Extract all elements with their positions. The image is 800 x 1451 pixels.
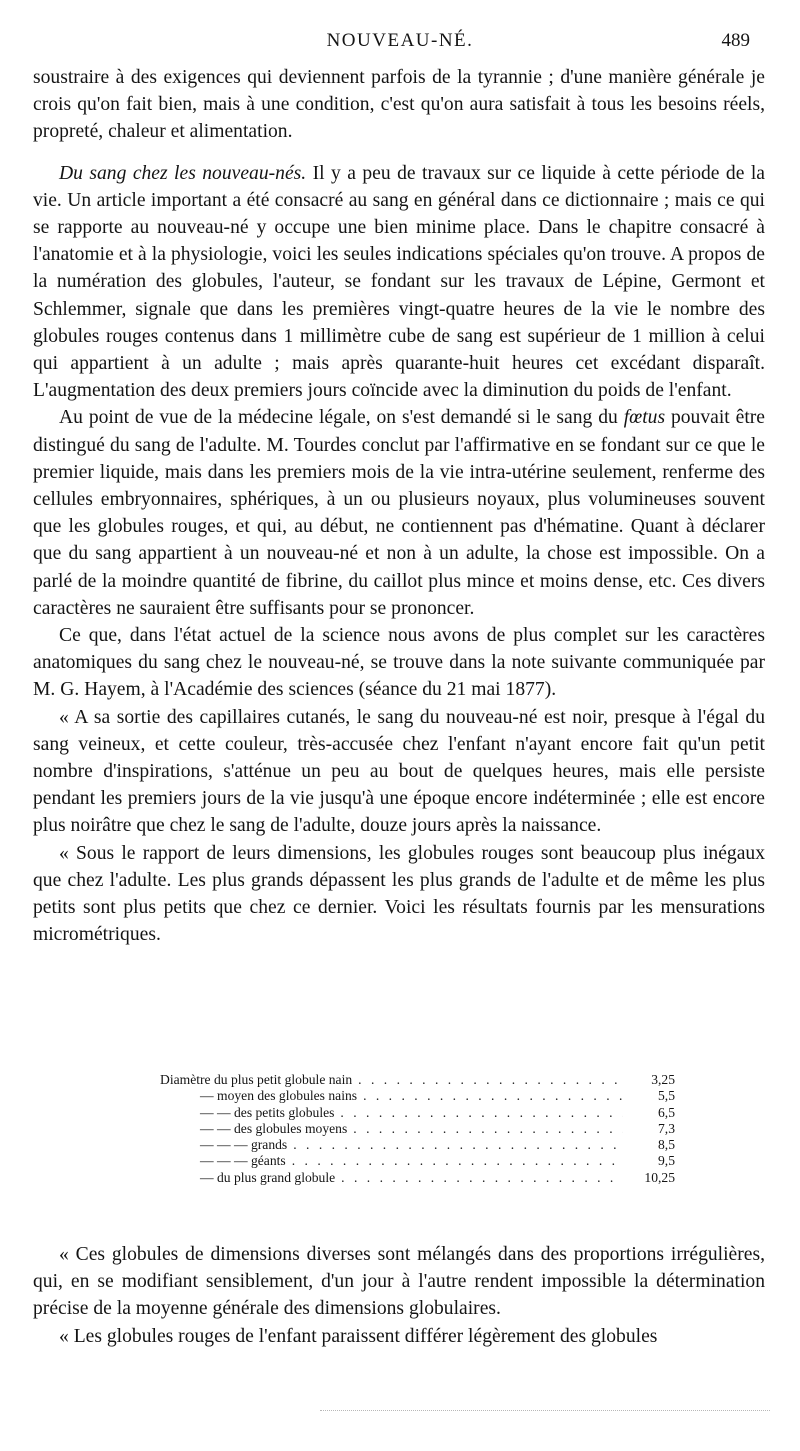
paragraph: Ce que, dans l'état actuel de la science nous avons de plus complet sur les caractères anatomiques du sang chez le nouveau-né, se trouve dans la note suivante communiquée par M. G. Hayem, à l'Académie des sciences (séance du 21 mai 1877). [33,625,765,701]
running-title: NOUVEAU-NÉ. [326,30,474,51]
leader-dots [358,1072,623,1088]
measurement-row [160,1105,675,1121]
leader-dots [340,1105,623,1121]
leader-dots [353,1121,623,1137]
measurement-row [160,1072,675,1088]
measurement-label: — moyen des globules nains [200,1088,358,1104]
measurement-label: — du plus grand globule [200,1169,336,1185]
measurement-label: — — des petits globules [200,1104,335,1120]
paragraph: soustraire à des exigences qui deviennent parfois de la tyrannie ; d'une manière générale je crois qu'on fait bien, mais à une condition, c'est qu'on aura satisfait à tous les besoins réels, propreté, chaleur et alimentation. [33,67,765,143]
paragraph-text: Il y a peu de travaux sur ce liquide à cette période de la vie. Un article important a été consacré au sang en général dans ce dictionnaire ; mais ce qui se rapporte au nouveau-né y occupe une bien minime place. Dans le chapitre consacré à l'anatomie et à la physiologie, voici les seules indications spéciales qu'on trouve. A propos de la numération des globules, l'auteur, se fondant sur les travaux de Lépine, Germont et Schlemmer, signale que dans les premières vingt-quatre heures de la vie le nombre des globules rouges contenus dans 1 millimètre cube de sang est supérieur de 1 million à celui qui appartient à un adulte ; mais après quarante-huit heures cet excédant disparaît. L'augmentation des deux premiers jours coïncide avec la diminution du poids de l'enfant. [33,162,765,402]
measurement-row [160,1121,675,1137]
main-text-continued [33,1241,765,1350]
quote-paragraph: « Ces globules de dimensions diverses sont mélangés dans des proportions irrégulières, qui, en se modifiant sensiblement, d'un jour à l'autre rendent impossible la détermination précise de la moyenne générale des dimensions globulaires. [33,1244,765,1320]
quote-paragraph: « A sa sortie des capillaires cutanés, le sang du nouveau-né est noir, presque à l'égal du sang veineux, et cette couleur, très-accusée chez l'enfant n'ayant encore fait qu'un petit nombre d'inspirations, s'atténue un peu au bout de quelques heures, mais elle persiste pendant les premiers jours de la vie jusqu'à une époque encore indéterminée ; elle est encore plus noirâtre que chez le sang de l'adulte, douze jours après la naissance. [33,706,765,837]
measurement-row [160,1088,675,1104]
measurement-row [160,1153,675,1169]
page-number: 489 [721,30,750,51]
measurement-value: 6,5 [658,1104,675,1120]
measurement-label: — — — grands [200,1137,288,1153]
main-text [33,64,765,949]
paragraph-blood [33,160,765,405]
measurement-row [160,1170,675,1186]
measurement-label: Diamètre du plus petit globule nain [160,1072,353,1087]
measurement-value: 10,25 [644,1169,675,1185]
paragraph-text: Au point de vue de la médecine légale, on s'est demandé si le sang du [59,407,624,429]
measurement-row [160,1137,675,1153]
scan-artifact-divider [320,1410,770,1417]
leader-dots [341,1170,623,1186]
leader-dots [363,1088,623,1104]
measurement-value: 9,5 [658,1153,675,1169]
italic-term: fœtus [623,407,666,429]
quote-paragraph: « Sous le rapport de leurs dimensions, les globules rouges sont beaucoup plus inégaux que chez l'adulte. Les plus grands dépassent les plus grands de l'adulte et de même les plus petits sont plus petits que chez ce dernier. Voici les résultats fournis par les mensurations micrométriques. [33,842,765,946]
paragraph-legal-medicine [33,404,765,622]
measurement-value: 5,5 [658,1088,675,1104]
measurements-table [160,1072,675,1186]
measurement-value: 8,5 [658,1137,675,1153]
leader-dots [292,1153,623,1169]
section-subheading: Du sang chez les nouveau-nés. [59,162,307,184]
measurement-value: 3,25 [651,1072,675,1087]
running-header [0,30,800,60]
measurement-value: 7,3 [658,1120,675,1136]
paragraph-text: pouvait être distingué du sang de l'adulte. M. Tourdes conclut par l'affirmative en se fondant sur ce que le premier liquide, mais dans les premiers mois de la vie intra-utérine seulement, renferme des cellules embryonnaires, sphériques, à un ou plusieurs noyaux, plus volumineuses souvent que les globules rouges, et qui, au début, ne contiennent pas d'hématine. Quant à déclarer que du sang appartient à un nouveau-né et non à un adulte, la chose est impossible. On a parlé de la moindre quantité de fibrine, du caillot plus mince et moins dense, etc. Ces divers caractères ne sauraient être suffisants pour se prononcer. [33,407,765,619]
measurement-label: — — des globules moyens [200,1120,348,1136]
measurement-label: — — — géants [200,1153,286,1169]
leader-dots [293,1137,623,1153]
quote-paragraph: « Les globules rouges de l'enfant paraissent différer légèrement des globules [59,1325,658,1347]
